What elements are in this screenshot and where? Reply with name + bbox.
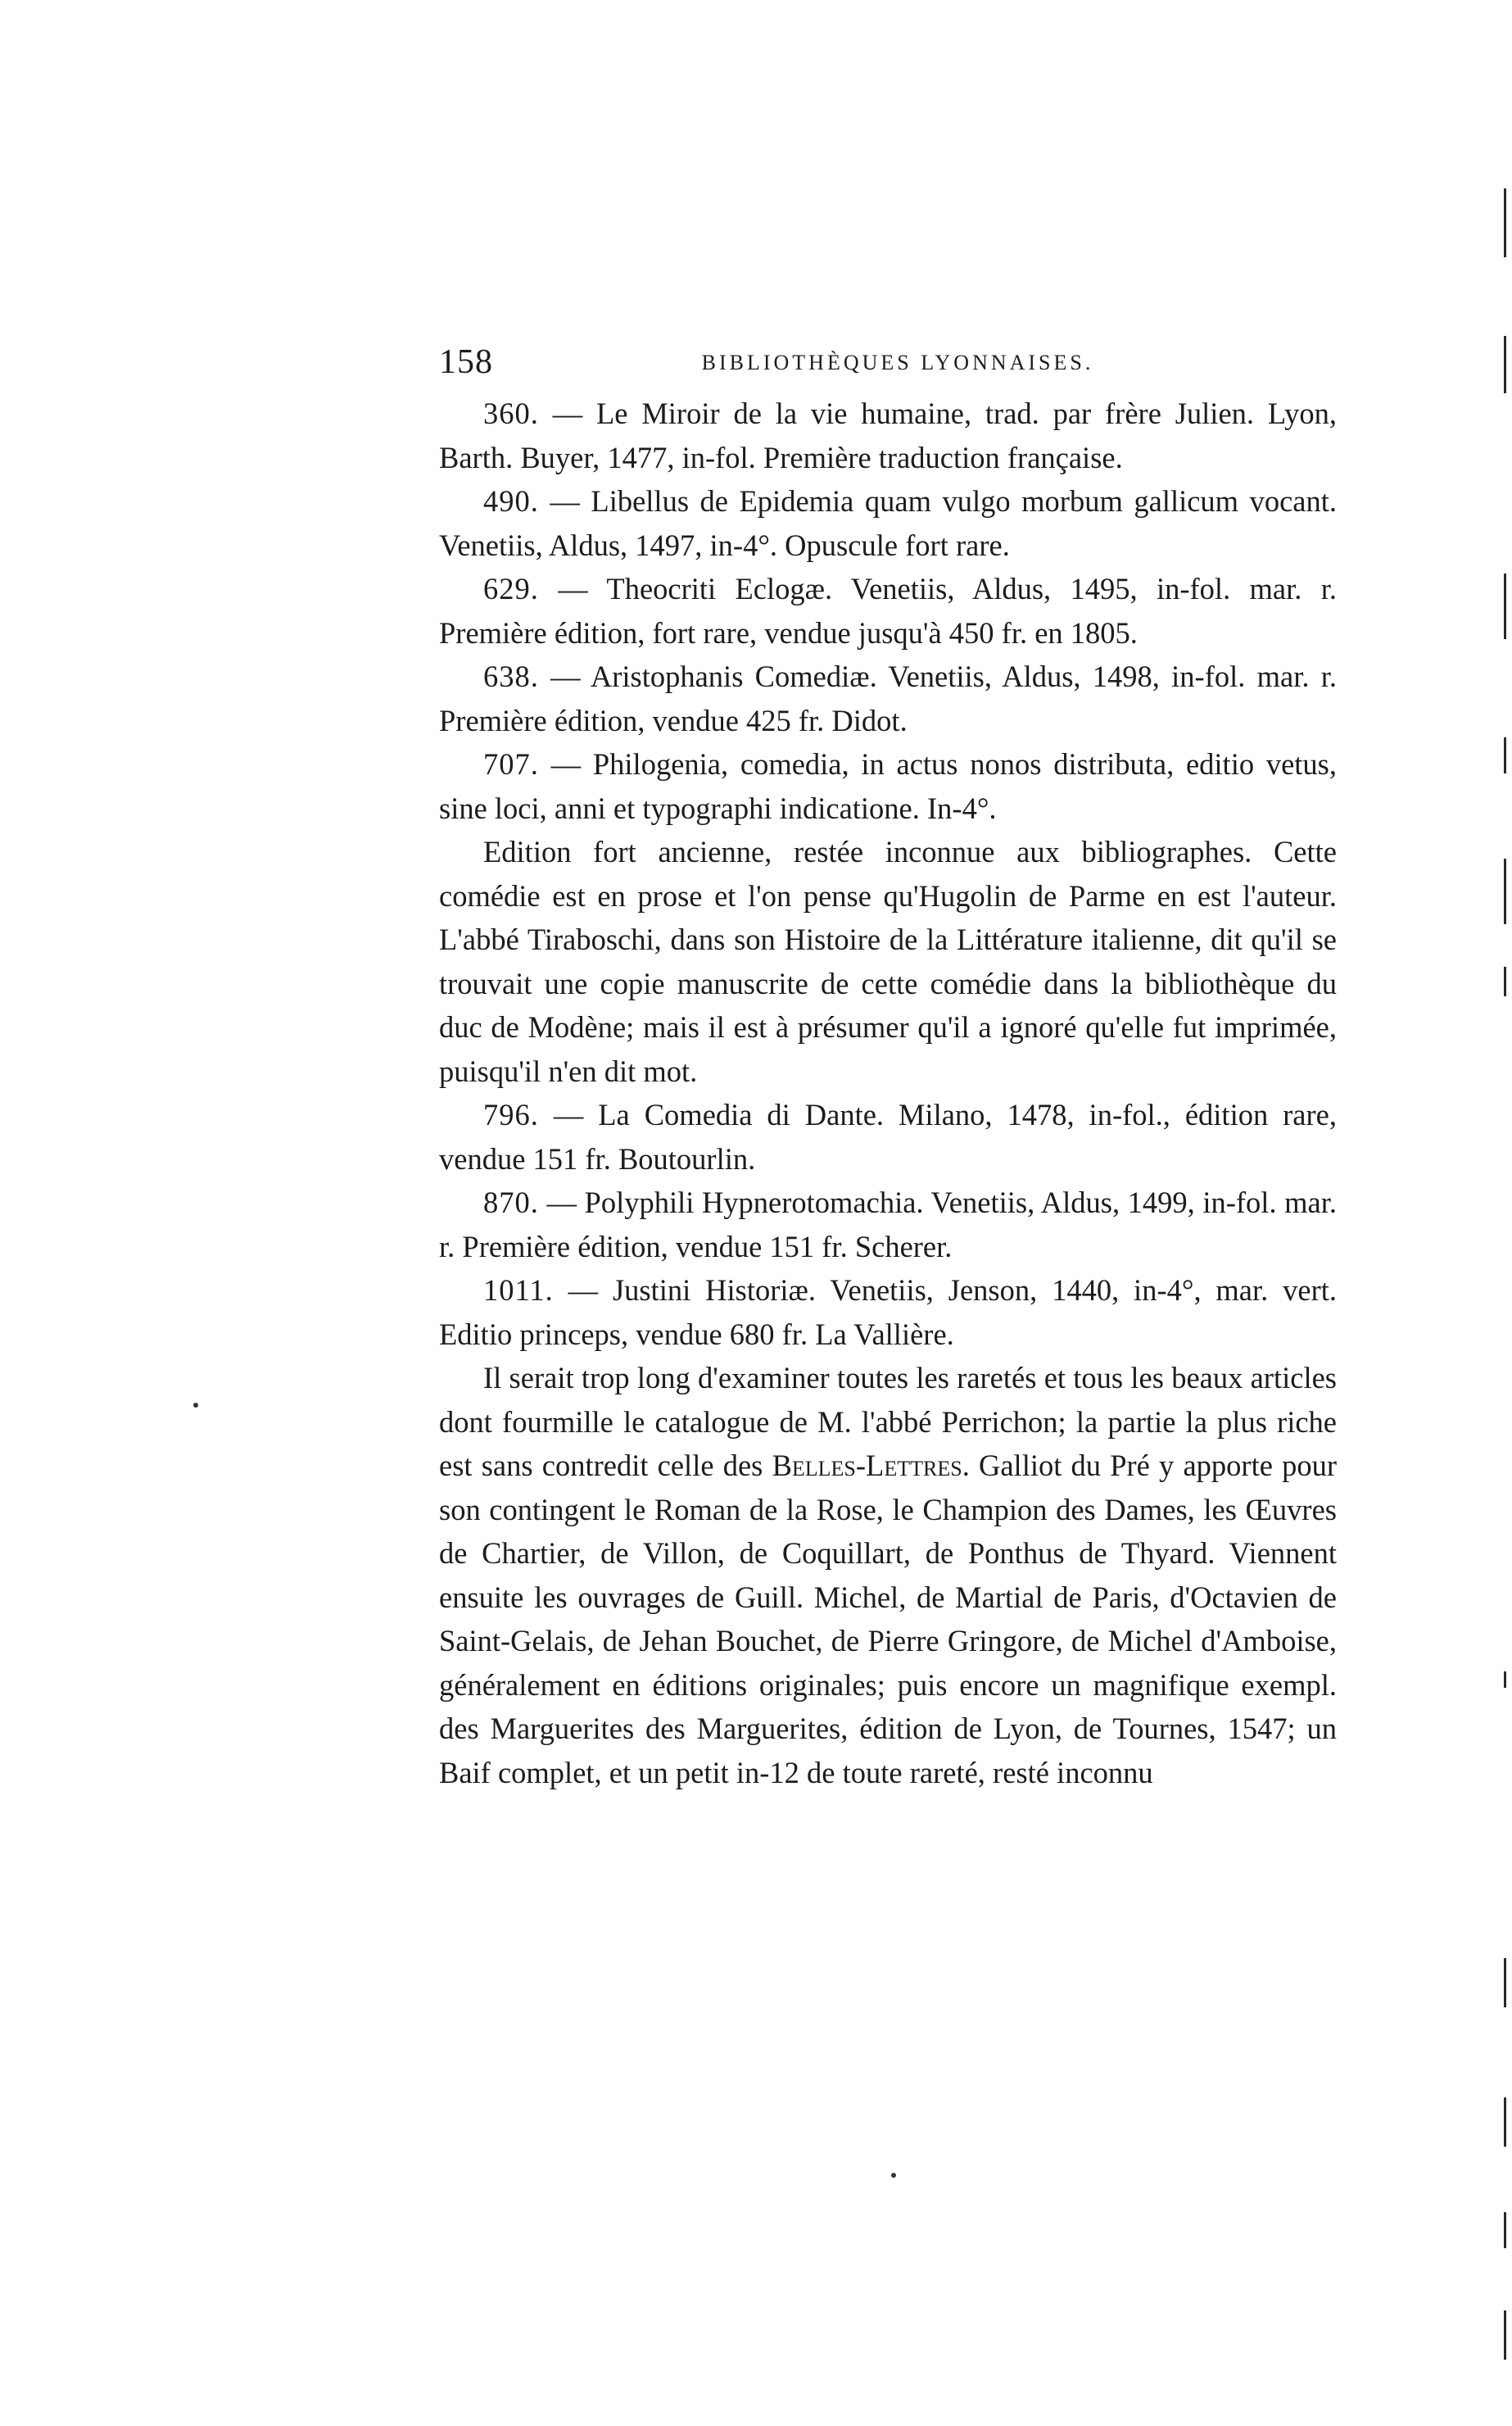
scan-edge-mark <box>1504 574 1506 639</box>
catalog-entry <box>439 1181 1337 1268</box>
entry-number: 490. <box>483 484 539 518</box>
entry-text: — La Comedia di Dante. Milano, 1478, in-fol., édition rare, vendue 151 fr. Boutourlin. <box>439 1098 1337 1176</box>
catalog-entry <box>439 479 1337 567</box>
scan-speck <box>193 1403 198 1408</box>
page-header <box>439 342 1356 383</box>
entry-text: — Polyphili Hypnerotomachia. Venetiis, Aldus, 1499, in-fol. mar. r. Première édition, vendue 151 fr. Scherer. <box>439 1186 1337 1263</box>
entry-number: 796. <box>483 1098 539 1131</box>
entry-number: 360. <box>483 397 539 430</box>
entry-text: — Philogenia, comedia, in actus nonos distributa, editio vetus, sine loci, anni et typographi indicatione. In-4°. <box>439 747 1337 825</box>
scan-edge-mark <box>1504 2310 1506 2360</box>
scan-speck <box>891 2173 896 2178</box>
entry-number: 870. <box>483 1186 539 1219</box>
scan-edge-mark <box>1504 2212 1506 2248</box>
scan-edge-mark <box>1504 1958 1506 2007</box>
catalog-entry <box>439 655 1337 742</box>
scan-edge-mark <box>1504 2097 1506 2147</box>
scan-edge-mark <box>1504 737 1506 773</box>
catalog-entry <box>439 1268 1337 1356</box>
closing-text-part1: Il serait trop long d'examiner toutes les raretés et tous les beaux articles dont fourmille le catalogue de M. l'abbé Perrichon; la partie la plus riche est sans contredit celle des <box>439 1361 1337 1482</box>
entry-text: — Theocriti Eclogæ. Venetiis, Aldus, 1495, in-fol. mar. r. Première édition, fort rare, vendue jusqu'à 450 fr. en 1805. <box>439 572 1337 650</box>
running-title: BIBLIOTHÈQUES LYONNAISES. <box>701 351 1094 374</box>
catalog-entry <box>439 1093 1337 1181</box>
entry-number: 638. <box>483 660 539 693</box>
scan-edge-mark <box>1504 967 1506 996</box>
scan-edge-mark <box>1504 859 1506 924</box>
entry-note-paragraph: Edition fort ancienne, restée inconnue aux bibliographes. Cette comédie est en prose et l'on pense qu'Hugolin de Parme en est l'auteur. L'abbé Tiraboschi, dans son Histoire de la Littérature italienne, dit qu'il se trouvait une copie manuscrite de cette comédie dans la bibliothèque du duc de Modène; mais il est à présumer qu'il a ignoré qu'elle fut imprimée, puisqu'il n'en dit mot. <box>439 835 1337 1088</box>
page-body <box>439 392 1337 1794</box>
closing-text-smallcaps: Belles-Lettres <box>772 1449 962 1482</box>
entry-text: — Le Miroir de la vie humaine, trad. par frère Julien. Lyon, Barth. Buyer, 1477, in-fol. Première traduction française. <box>439 397 1337 474</box>
catalog-entry <box>439 742 1337 830</box>
scan-edge-mark <box>1504 1671 1506 1688</box>
entry-number: 629. <box>483 572 539 605</box>
entry-text: — Justini Historiæ. Venetiis, Jenson, 1440, in-4°, mar. vert. Editio princeps, vendue 680 fr. La Vallière. <box>439 1273 1337 1351</box>
entry-text: — Aristophanis Comediæ. Venetiis, Aldus, 1498, in-fol. mar. r. Première édition, vendue 425 fr. Didot. <box>439 660 1337 737</box>
scan-edge-mark <box>1504 336 1506 393</box>
entry-number: 1011. <box>483 1273 554 1307</box>
catalog-entry <box>439 392 1337 479</box>
entry-number: 707. <box>483 747 539 781</box>
closing-paragraph <box>439 1356 1337 1794</box>
catalog-entry <box>439 567 1337 655</box>
closing-text-part2: . Galliot du Pré y apporte pour son contingent le Roman de la Rose, le Champion des Dames, les Œuvres de Chartier, de Villon, de Coquillart, de Ponthus de Thyard. Viennent ensuite les ouvrages de Guill. Michel, de Martial de Paris, d'Octavien de Saint-Gelais, de Jehan Bouchet, de Pierre Gringore, de Michel d'Amboise, généralement en éditions originales; puis encore un magnifique exempl. des Marguerites des Marguerites, édition de Lyon, de Tournes, 1547; un Baif complet, et un petit in-12 de toute rareté, resté inconnu <box>439 1449 1337 1789</box>
entry-text: — Libellus de Epidemia quam vulgo morbum gallicum vocant. Venetiis, Aldus, 1497, in-4°. Opuscule fort rare. <box>439 484 1337 562</box>
scan-edge-mark <box>1504 188 1506 257</box>
page-number: 158 <box>439 343 493 381</box>
